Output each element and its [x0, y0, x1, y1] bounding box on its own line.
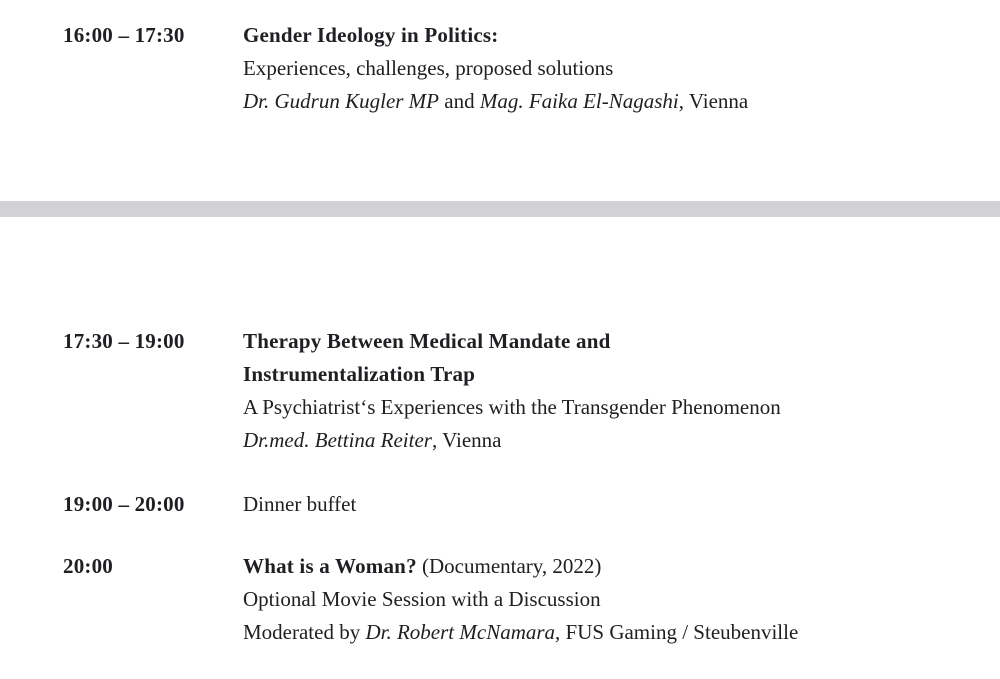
- text-run-regular: Dinner buffet: [243, 492, 357, 516]
- text-run-regular: Experiences, challenges, proposed solutions: [243, 56, 614, 80]
- text-run-bold: Therapy Between Medical Mandate and: [243, 329, 611, 353]
- entry-details: [243, 550, 980, 649]
- schedule-entry: [63, 325, 980, 457]
- entry-time-range: 16:00 – 17:30: [63, 23, 185, 47]
- entry-line: [243, 616, 980, 649]
- text-run-bold: Gender Ideology in Politics:: [243, 23, 499, 47]
- text-run-bold: Instrumentalization Trap: [243, 362, 476, 386]
- entry-time-range: 17:30 – 19:00: [63, 329, 185, 353]
- schedule-entry: [63, 19, 980, 118]
- text-run-regular: Optional Movie Session with a Discussion: [243, 587, 601, 611]
- entry-line: [243, 391, 980, 424]
- entry-line: [243, 550, 980, 583]
- text-run-italic: Dr. Robert McNamara: [365, 620, 556, 644]
- entry-details: [243, 488, 980, 521]
- entry-line: [243, 85, 980, 118]
- text-run-italic: Dr. Gudrun Kugler MP: [243, 89, 440, 113]
- schedule-entry: [63, 550, 980, 649]
- entry-time-range: 19:00 – 20:00: [63, 492, 185, 516]
- entry-line: [243, 19, 980, 52]
- entry-time-range: 20:00: [63, 554, 113, 578]
- schedule-entry: [63, 488, 980, 521]
- text-run-regular: and: [439, 89, 480, 113]
- text-run-italic: Dr.med. Bettina Reiter: [243, 428, 432, 452]
- entry-line: [243, 583, 980, 616]
- text-run-regular: Moderated by: [243, 620, 366, 644]
- entry-details: [243, 325, 980, 457]
- text-run-regular: , FUS Gaming / Steubenville: [555, 620, 799, 644]
- text-run-regular: , Vienna: [431, 428, 502, 452]
- entry-line: [243, 424, 980, 457]
- text-run-italic: Mag. Faika El-Nagashi: [479, 89, 679, 113]
- entry-line: [243, 325, 980, 358]
- text-run-regular: (Documentary, 2022): [416, 554, 602, 578]
- text-run-regular: A Psychiatrist‘s Experiences with the Transgender Phenomenon: [243, 395, 781, 419]
- entry-details: [243, 19, 980, 118]
- text-run-regular: , Vienna: [678, 89, 749, 113]
- entry-line: [243, 358, 980, 391]
- entry-line: [243, 52, 980, 85]
- text-run-bold: What is a Woman?: [243, 554, 417, 578]
- entry-line: [243, 488, 980, 521]
